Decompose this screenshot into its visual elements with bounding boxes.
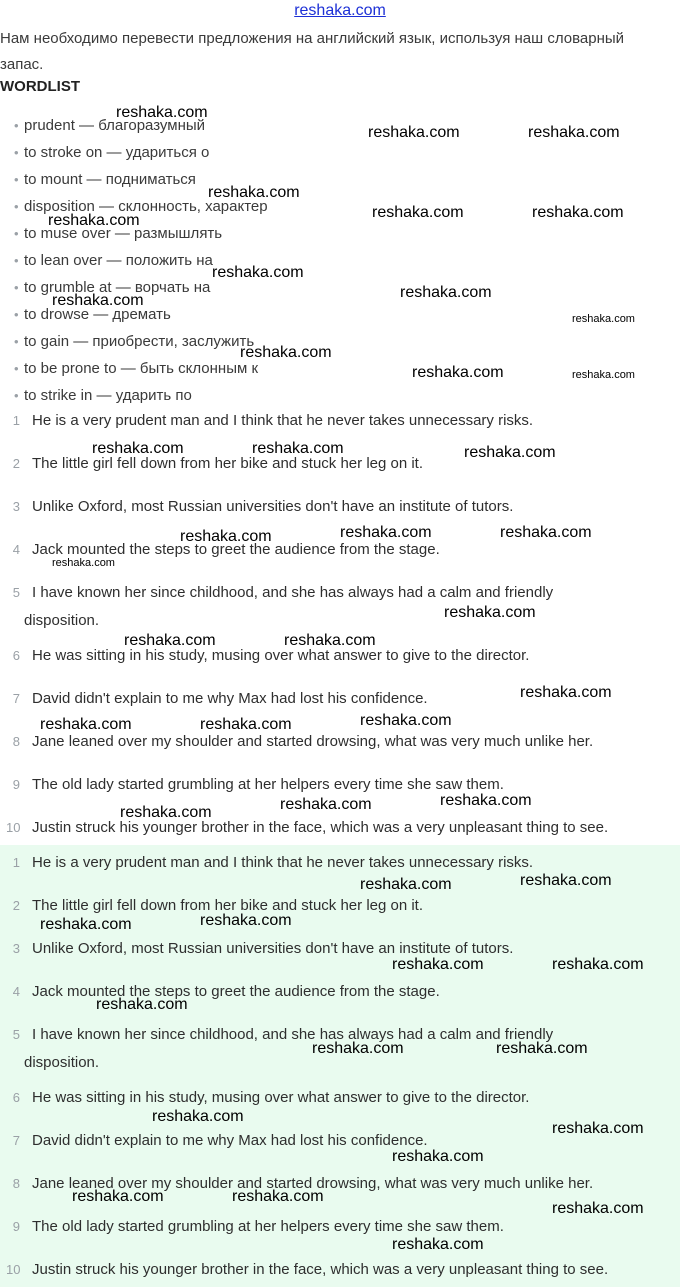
watermark: reshaka.com <box>96 996 188 1013</box>
watermark: reshaka.com <box>212 264 304 281</box>
wordlist-item: • disposition — склонность, характер <box>14 193 268 220</box>
watermark: reshaka.com <box>312 1040 404 1057</box>
bullet-icon: • <box>14 307 19 322</box>
watermark: reshaka.com <box>152 1108 244 1125</box>
wordlist-item: • to gain — приобрести, заслужить <box>14 328 268 355</box>
wordlist-item: • to be prone to — быть склонным к <box>14 355 268 382</box>
wordlist-title: WORDLIST <box>0 78 80 95</box>
watermark: reshaka.com <box>208 184 300 201</box>
wordlist-item: • to stroke on — удариться о <box>14 139 268 166</box>
watermark: reshaka.com <box>400 284 492 301</box>
bullet-icon: • <box>14 334 19 349</box>
wordlist-item: • prudent — благоразумный <box>14 112 268 139</box>
watermark: reshaka.com <box>116 104 208 121</box>
bullet-icon: • <box>14 199 19 214</box>
watermark: reshaka.com <box>444 604 536 621</box>
watermark: reshaka.com <box>368 124 460 141</box>
wordlist-item: • to grumble at — ворчать на <box>14 274 268 301</box>
task-intro: Нам необходимо перевести предложения на английский язык, используя наш словарный запас. <box>0 30 625 73</box>
watermark: reshaka.com <box>572 369 635 381</box>
wordlist-item: • to mount — подниматься <box>14 166 268 193</box>
watermark: reshaka.com <box>252 440 344 457</box>
watermark: reshaka.com <box>572 313 635 325</box>
watermark: reshaka.com <box>392 1148 484 1165</box>
watermark: reshaka.com <box>48 212 140 229</box>
watermark: reshaka.com <box>360 712 452 729</box>
wordlist-item: • to lean over — положить на <box>14 247 268 274</box>
watermark: reshaka.com <box>72 1188 164 1205</box>
watermark: reshaka.com <box>40 916 132 933</box>
watermark: reshaka.com <box>464 444 556 461</box>
wordlist-item: • to strike in — ударить по <box>14 382 268 409</box>
watermark: reshaka.com <box>92 440 184 457</box>
watermark: reshaka.com <box>500 524 592 541</box>
watermark: reshaka.com <box>520 872 612 889</box>
bullet-icon: • <box>14 361 19 376</box>
watermark: reshaka.com <box>180 528 272 545</box>
watermark: reshaka.com <box>40 716 132 733</box>
watermark: reshaka.com <box>200 912 292 929</box>
watermark: reshaka.com <box>124 632 216 649</box>
bullet-icon: • <box>14 226 19 241</box>
bullet-icon: • <box>14 145 19 160</box>
watermark: reshaka.com <box>552 1120 644 1137</box>
watermark: reshaka.com <box>240 344 332 361</box>
watermark: reshaka.com <box>52 292 144 309</box>
wordlist-item: • to drowse — дремать <box>14 301 268 328</box>
answer-block: 1 He is a very prudent man and I think that he never takes unnecessary risks. 2 The little girl fell down from her bike and stuck her leg on it. 3 Unlike Oxford, most Russian universities don't have an institute of tutors. 4 Jack mounted the steps to greet the audience from the stage. 5 I have known her since childhood, and she has always had a calm and friendly disposition. 6 He was sitting in his study, musing over what answer to give to the director. 7 David didn't explain to me why Max had lost his confidence. 8 Jane leaned over my shoulder and started drowsing, what was very much unlike her. 9 The old lady started grumbling at her helpers every time she saw them. 10 Justin struck his younger brother in the face, which was a very unpleasant thing to see. <box>0 845 680 1287</box>
watermark: reshaka.com <box>528 124 620 141</box>
bullet-icon: • <box>14 253 19 268</box>
watermark: reshaka.com <box>284 632 376 649</box>
watermark: reshaka.com <box>340 524 432 541</box>
watermark: reshaka.com <box>52 557 115 569</box>
watermark: reshaka.com <box>532 204 624 221</box>
watermark: reshaka.com <box>360 876 452 893</box>
bullet-icon: • <box>14 118 19 133</box>
watermark: reshaka.com <box>552 956 644 973</box>
watermark: reshaka.com <box>120 804 212 821</box>
watermark: reshaka.com <box>392 1236 484 1253</box>
bullet-icon: • <box>14 388 19 403</box>
watermark: reshaka.com <box>412 364 504 381</box>
bullet-icon: • <box>14 172 19 187</box>
watermark: reshaka.com <box>372 204 464 221</box>
watermark: reshaka.com <box>520 684 612 701</box>
watermark: reshaka.com <box>200 716 292 733</box>
site-header-link[interactable]: reshaka.com <box>294 2 386 19</box>
watermark: reshaka.com <box>440 792 532 809</box>
wordlist <box>14 112 268 409</box>
watermark: reshaka.com <box>392 956 484 973</box>
bullet-icon: • <box>14 280 19 295</box>
watermark: reshaka.com <box>496 1040 588 1057</box>
watermark: reshaka.com <box>552 1200 644 1217</box>
wordlist-item: • to muse over — размышлять <box>14 220 268 247</box>
watermark: reshaka.com <box>280 796 372 813</box>
watermark: reshaka.com <box>232 1188 324 1205</box>
